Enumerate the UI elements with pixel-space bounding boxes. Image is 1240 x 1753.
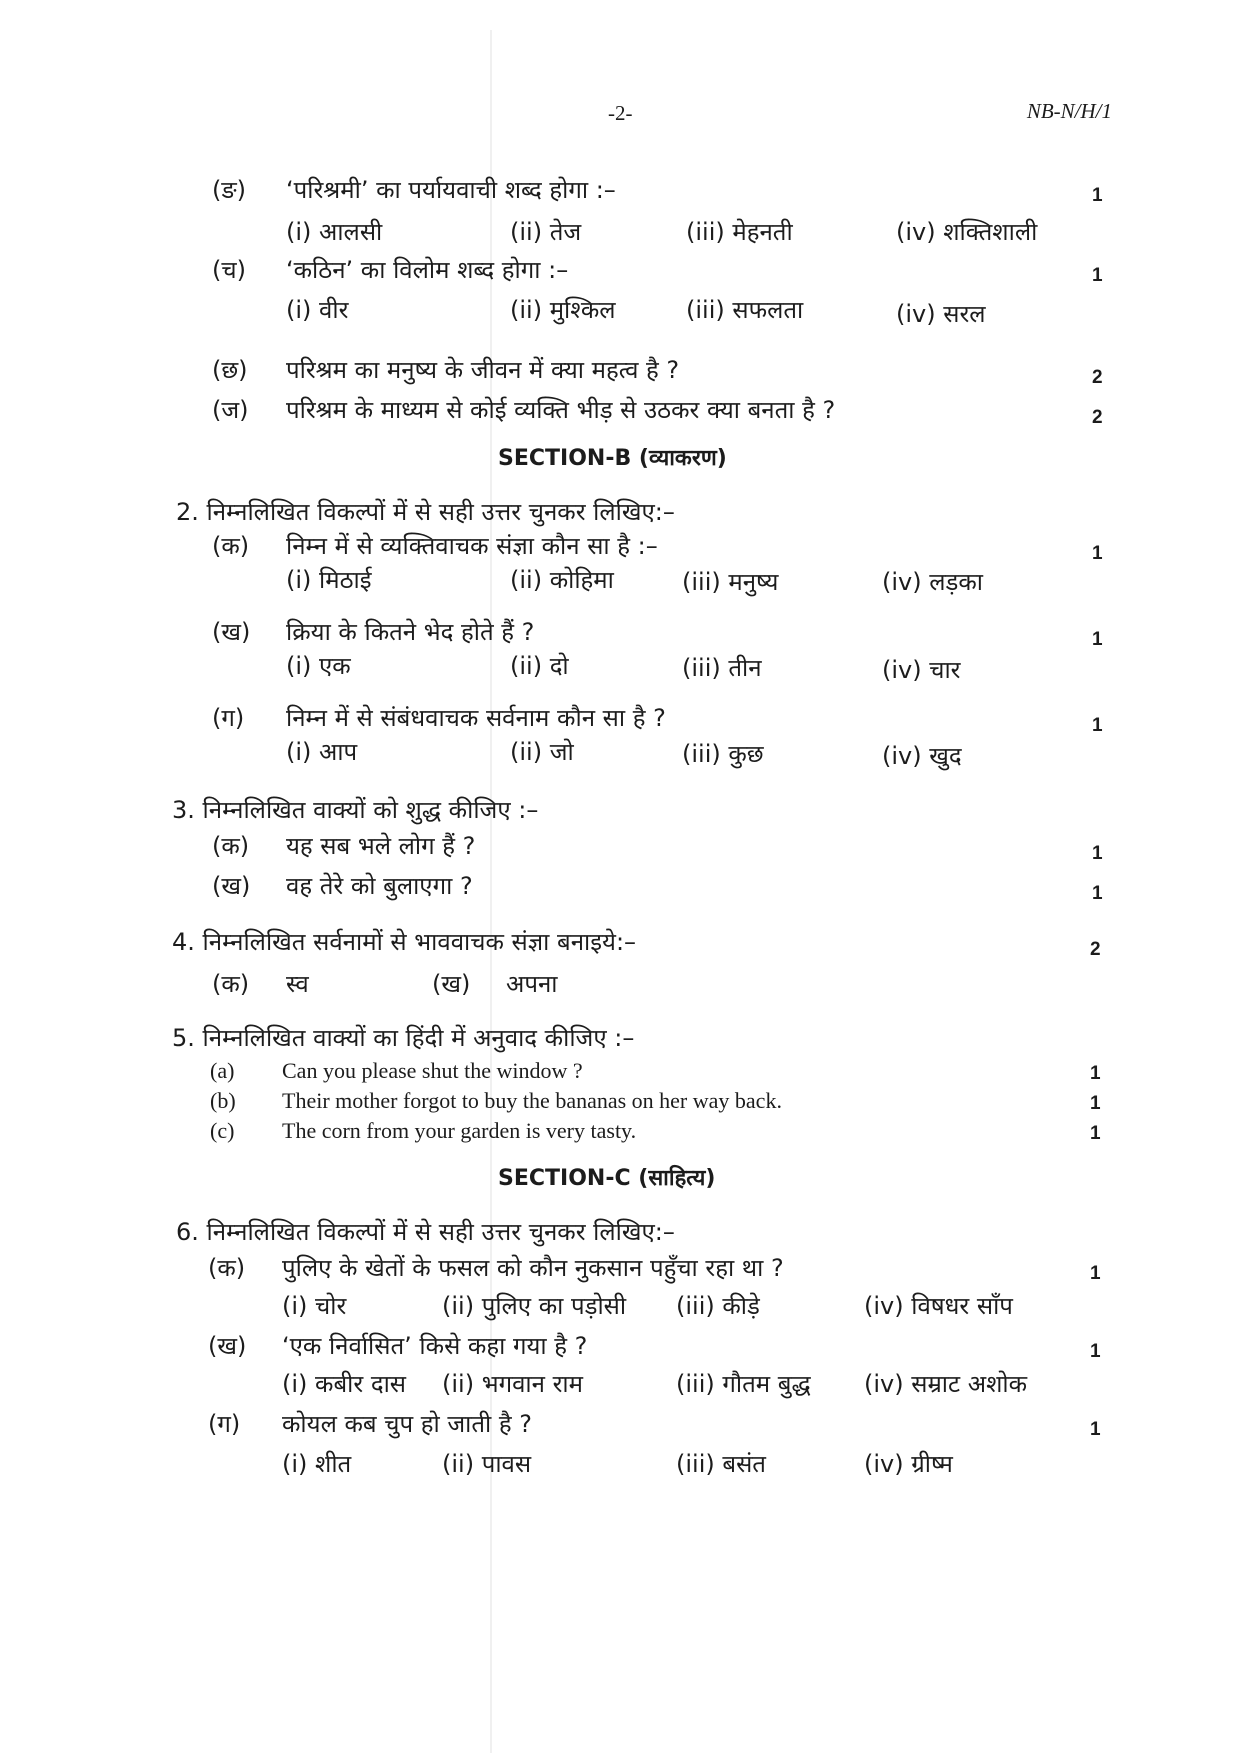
option: (iv) सरल: [896, 300, 986, 328]
option: (i) कबीर दास: [282, 1370, 407, 1398]
question-text: Their mother forgot to buy the bananas on her way back.: [282, 1088, 782, 1113]
option: (iii) कीड़े: [676, 1292, 760, 1320]
marks: 1: [1090, 1341, 1101, 1362]
question-text: निम्न में से संबंधवाचक सर्वनाम कौन सा है ?: [286, 704, 666, 732]
option: (iii) तीन: [682, 654, 762, 682]
question-text: 6. निम्नलिखित विकल्पों में से सही उत्तर चुनकर लिखिए:–: [176, 1218, 675, 1246]
option: (iv) खुद: [882, 742, 962, 770]
paper-code: NB-N/H/1: [1026, 99, 1112, 123]
question-text: ‘एक निर्वासित’ किसे कहा गया है ?: [282, 1332, 588, 1360]
option: (ii) कोहिमा: [510, 566, 614, 594]
page-number: -2-: [608, 101, 633, 125]
question-label: (ङ): [212, 176, 247, 204]
option: (iii) गौतम बुद्ध: [676, 1370, 811, 1398]
question-label: (c): [210, 1118, 235, 1143]
option: (ii) पावस: [442, 1450, 532, 1478]
option: (iv) सम्राट अशोक: [864, 1370, 1028, 1398]
option: (i) मिठाई: [286, 566, 372, 594]
option: (i) आलसी: [286, 218, 383, 246]
option: (iii) कुछ: [682, 740, 764, 768]
question-label: (ख): [212, 872, 251, 900]
marks: 2: [1090, 939, 1101, 960]
option: (ii) भगवान राम: [442, 1370, 583, 1398]
option: (iv) शक्तिशाली: [896, 218, 1038, 246]
question-label: (क): [208, 1254, 246, 1282]
question-text: कोयल कब चुप हो जाती है ?: [282, 1410, 532, 1438]
option: (i) शीत: [282, 1450, 352, 1478]
question-text: ‘परिश्रमी’ का पर्यायवाची शब्द होगा :–: [286, 176, 616, 204]
question-label: (ग): [208, 1410, 241, 1438]
marks: 1: [1090, 1263, 1101, 1284]
option: (i) वीर: [286, 296, 349, 324]
marks: 1: [1092, 883, 1103, 904]
option: (iii) मेहनती: [686, 218, 793, 246]
question-label: (क): [212, 532, 250, 560]
option: (i) चोर: [282, 1292, 347, 1320]
marks: 1: [1092, 629, 1103, 650]
page-fold-line: [490, 30, 492, 1753]
marks: 1: [1090, 1063, 1101, 1084]
marks: 1: [1090, 1419, 1101, 1440]
option: (ii) जो: [510, 738, 574, 766]
section-b-title: SECTION-B (व्याकरण): [498, 446, 727, 471]
option: (iii) बसंत: [676, 1450, 766, 1478]
option: (iv) चार: [882, 656, 961, 684]
question-text: 5. निम्नलिखित वाक्यों का हिंदी में अनुवाद कीजिए :–: [172, 1024, 635, 1052]
marks: 1: [1092, 185, 1103, 206]
question-text: यह सब भले लोग हैं ?: [286, 832, 476, 860]
marks: 1: [1092, 715, 1103, 736]
option: (iv) विषधर साँप: [864, 1292, 1013, 1320]
answer-word: स्व: [286, 970, 309, 998]
question-text: 3. निम्नलिखित वाक्यों को शुद्ध कीजिए :–: [172, 796, 539, 824]
option: (iii) सफलता: [686, 296, 804, 324]
question-label: (ख): [208, 1332, 247, 1360]
question-text: 2. निम्नलिखित विकल्पों में से सही उत्तर चुनकर लिखिए:–: [176, 498, 675, 526]
question-text: परिश्रम के माध्यम से कोई व्यक्ति भीड़ से उठकर क्या बनता है ?: [286, 396, 836, 424]
option: (i) आप: [286, 738, 358, 766]
option: (iv) ग्रीष्म: [864, 1450, 953, 1478]
option: (ii) मुश्किल: [510, 296, 616, 324]
question-text: The corn from your garden is very tasty.: [282, 1118, 637, 1143]
question-label: (ज): [212, 396, 249, 424]
marks: 2: [1092, 407, 1103, 428]
marks: 2: [1092, 367, 1103, 388]
marks: 1: [1092, 265, 1103, 286]
question-label: (क): [212, 970, 250, 998]
question-label: (ख): [212, 618, 251, 646]
marks: 1: [1092, 843, 1103, 864]
marks: 1: [1092, 543, 1103, 564]
option: (ii) तेज: [510, 218, 582, 246]
option: (iii) मनुष्य: [682, 568, 779, 596]
question-text: पुलिए के खेतों के फसल को कौन नुकसान पहुँचा रहा था ?: [282, 1254, 784, 1282]
answer-word: अपना: [506, 970, 558, 998]
marks: 1: [1090, 1123, 1101, 1144]
question-label: (च): [212, 256, 246, 284]
question-label: (ग): [212, 704, 245, 732]
question-text: परिश्रम का मनुष्य के जीवन में क्या महत्व है ?: [286, 356, 680, 384]
option: (iv) लड़का: [882, 568, 983, 596]
question-text: ‘कठिन’ का विलोम शब्द होगा :–: [286, 256, 569, 284]
question-text: 4. निम्नलिखित सर्वनामों से भाववाचक संज्ञा बनाइये:–: [172, 928, 637, 956]
option: (i) एक: [286, 652, 351, 680]
question-label: (a): [210, 1058, 235, 1083]
option: (ii) पुलिए का पड़ोसी: [442, 1292, 627, 1320]
question-text: निम्न में से व्यक्तिवाचक संज्ञा कौन सा है :–: [286, 532, 658, 560]
question-text: Can you please shut the window ?: [282, 1058, 583, 1083]
question-label: (छ): [212, 356, 248, 384]
question-label: (b): [210, 1088, 236, 1113]
question-text: क्रिया के कितने भेद होते हैं ?: [286, 618, 535, 646]
question-text: वह तेरे को बुलाएगा ?: [286, 872, 473, 900]
section-c-title: SECTION-C (साहित्य): [498, 1166, 716, 1191]
marks: 1: [1090, 1093, 1101, 1114]
question-label: (क): [212, 832, 250, 860]
option: (ii) दो: [510, 652, 569, 680]
question-label: (ख): [432, 970, 471, 998]
